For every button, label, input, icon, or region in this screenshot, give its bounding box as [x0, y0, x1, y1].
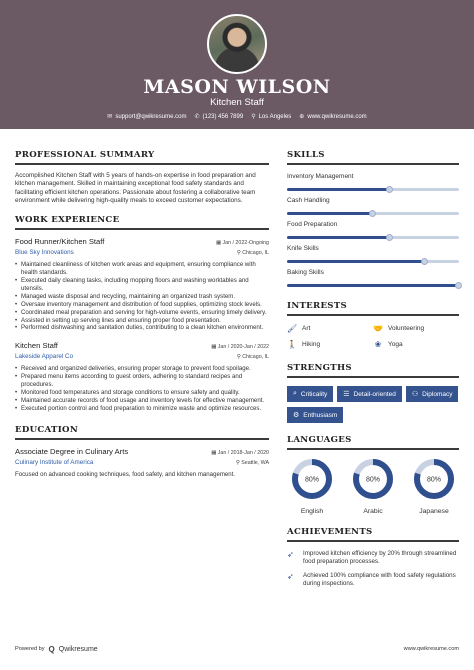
education-entry: [15, 447, 269, 479]
donut-label: 80%: [426, 476, 442, 484]
resume-header: [0, 0, 474, 129]
job-title: Kitchen Staff: [15, 341, 58, 351]
degree-title: Associate Degree in Culinary Arts: [15, 446, 129, 456]
skill-name: Cash Handling: [287, 197, 330, 204]
skill-bar-fill: [287, 284, 459, 287]
skill-bar: [287, 188, 459, 191]
skill-bar: [287, 236, 459, 239]
skills-list: [287, 173, 459, 287]
achievement-item: ➶ Achieved 100% compliance with food safety regulations during inspections.: [287, 572, 456, 587]
section-title: STRENGTHS: [287, 363, 352, 373]
skill-bar-fill: [287, 212, 373, 215]
right-column: [287, 150, 459, 594]
location-icon: ⚲: [251, 114, 256, 120]
list-item: • Monitored food temperatures and storage conditions to ensure safety and quality.: [15, 389, 269, 397]
language-name: English: [300, 508, 324, 515]
language-item: [351, 458, 395, 515]
job-location: ⚲ Chicago, IL: [236, 250, 269, 257]
job-dates: ▦ Jan / 2020-Jan / 2022: [211, 344, 269, 351]
section-divider: [287, 314, 459, 316]
skill-item: [287, 173, 459, 191]
footer: [15, 642, 459, 656]
section-title: PROFESSIONAL SUMMARY: [15, 150, 155, 160]
skill-bar-fill: [287, 260, 425, 263]
school-name: Culinary Institute of America: [15, 458, 94, 466]
list-item: • Oversaw inventory management and distribution of food supplies, optimizing stock levels.: [15, 301, 269, 309]
skill-bar: [287, 260, 459, 263]
skill-item: [287, 245, 459, 263]
section-title: ACHIEVEMENTS: [287, 527, 373, 537]
interests-list: [287, 324, 459, 349]
strength-chip: ⚇ Diplomacy: [406, 386, 459, 402]
list-item: • Managed waste disposal and recycling, maintaining an organized trash system.: [15, 293, 269, 301]
skill-item: [287, 269, 459, 287]
phone-icon: ✆: [194, 114, 200, 120]
strength-chip: ⚙ Enthusiasm: [287, 407, 343, 423]
footer-website[interactable]: www.qwikresume.com: [403, 646, 459, 652]
summary-text: Accomplished Kitchen Staff with 5 years of hands-on expertise in food preparation and kitchen management. Skilled in maintaining exceptional food safety standards and facilitating efficient kitchen operations. Passionate about fostering a collaborative team environment while delivering high-quality meals to exceed customer expectations.: [15, 172, 256, 204]
donut-label: 80%: [365, 476, 381, 484]
calendar-icon: ▦: [211, 344, 218, 351]
list-item: • Prepared menu items according to guest orders, adhering to standard recipes and procedures.: [15, 373, 269, 389]
skill-name: Inventory Management: [287, 173, 354, 180]
achievements-section: [287, 527, 459, 588]
section-divider: [287, 163, 459, 165]
job-location: ⚲ Chicago, IL: [236, 354, 269, 361]
achievements-list: [287, 550, 459, 588]
section-title: LANGUAGES: [287, 435, 352, 445]
company-name: Blue Sky Innovations: [15, 249, 74, 257]
handshake-icon: ⚇: [411, 391, 419, 398]
interest-item: 🖌 Art: [287, 324, 311, 333]
strength-chip: ⌕ Criticality: [287, 386, 333, 402]
calendar-icon: ▦: [211, 449, 218, 456]
globe-icon: ⊕: [299, 114, 305, 120]
list-item: • Maintained accurate records of food usage and inventory levels for effective management.: [15, 397, 269, 405]
skill-bar-knob: [421, 258, 428, 265]
strengths-list: [287, 386, 459, 423]
section-divider: [287, 540, 459, 542]
rocket-icon: ➶: [287, 550, 294, 559]
contact-phone[interactable]: ✆ (123) 456 7899: [194, 114, 244, 120]
strengths-section: [287, 363, 459, 423]
yoga-icon: ❀: [374, 340, 382, 349]
section-title: WORK EXPERIENCE: [15, 215, 120, 226]
skill-bar: [287, 284, 459, 287]
job-entry: [15, 237, 269, 332]
calendar-icon: ▦: [215, 240, 223, 247]
job-title: Food Runner/Kitchen Staff: [15, 237, 105, 247]
candidate-name: MASON WILSON: [143, 76, 331, 98]
section-divider: [15, 438, 269, 440]
language-donut: [352, 458, 394, 500]
language-name: Arabic: [363, 508, 383, 515]
contact-website[interactable]: ⊕ www.qwikresume.com: [299, 114, 367, 120]
section-title: INTERESTS: [287, 301, 348, 311]
handshake-icon: 🤝: [373, 324, 383, 333]
skill-item: [287, 197, 459, 215]
languages-section: [287, 435, 459, 515]
location-icon: ⚲: [236, 354, 243, 361]
interests-section: [287, 301, 459, 349]
left-column: [15, 150, 269, 479]
skill-bar: [287, 212, 459, 215]
contact-bar: [0, 113, 474, 120]
language-item: [290, 458, 334, 515]
job-bullets: [15, 365, 269, 412]
list-item: • Received and organized deliveries, ensuring proper storage to prevent food spoilage.: [15, 365, 269, 373]
language-donut: [413, 458, 455, 500]
language-item: [412, 458, 456, 515]
paint-icon: 🖌: [287, 324, 298, 333]
company-name: Lakeside Apparel Co: [15, 353, 74, 361]
section-title: SKILLS: [287, 150, 325, 160]
experience-section: [15, 215, 269, 413]
language-donut: [291, 458, 333, 500]
languages-list: [287, 458, 459, 515]
skill-bar-knob: [369, 210, 376, 217]
email-icon: ✉: [107, 114, 113, 120]
hiking-icon: 🚶: [287, 340, 297, 349]
list-item: • Assisted in setting up serving lines and ensuring proper food presentation.: [15, 317, 269, 325]
donut-label: 80%: [304, 476, 320, 484]
job-bullets: [15, 261, 269, 332]
skill-bar-knob: [386, 234, 393, 241]
profile-photo: [207, 14, 267, 74]
language-name: Japanese: [419, 508, 449, 515]
section-divider: [15, 163, 269, 165]
location-icon: ⚲: [235, 459, 242, 466]
powered-by[interactable]: Powered by Q Qwikresume: [15, 644, 98, 654]
job-dates: ▦ Jan / 2022-Ongoing: [215, 240, 269, 247]
education-location: ⚲ Seattle, WA: [235, 459, 269, 466]
achievement-item: ➶ Improved kitchen efficiency by 20% through streamlined food preparation processes.: [287, 550, 457, 565]
list-icon: ☰: [343, 391, 350, 398]
section-divider: [287, 376, 459, 378]
skill-bar-knob: [455, 282, 462, 289]
qwikresume-logo-icon: Q: [48, 644, 55, 654]
section-title: EDUCATION: [15, 424, 78, 435]
interest-item: 🚶 Hiking: [287, 340, 321, 349]
skill-name: Knife Skills: [287, 245, 319, 252]
section-divider: [15, 228, 269, 230]
skill-bar-knob: [386, 186, 393, 193]
candidate-role: Kitchen Staff: [210, 97, 264, 108]
contact-location: ⚲ Los Angeles: [251, 114, 292, 120]
job-entry: [15, 341, 269, 412]
list-item: • Coordinated meal preparation and serving for high-volume events, ensuring timely delivery.: [15, 309, 269, 317]
skill-bar-fill: [287, 236, 390, 239]
search-icon: ⌕: [293, 390, 297, 397]
skill-name: Baking Skills: [287, 269, 324, 276]
skills-section: [287, 150, 459, 287]
contact-email[interactable]: ✉ support@qwikresume.com: [107, 114, 187, 120]
section-divider: [287, 448, 459, 450]
location-icon: ⚲: [236, 250, 243, 257]
gear-icon: ⚙: [293, 412, 300, 419]
interest-item: 🤝 Volunteering: [373, 324, 425, 333]
rocket-icon: ➶: [287, 572, 294, 581]
skill-item: [287, 221, 459, 239]
list-item: • Maintained cleanliness of kitchen work areas and equipment, ensuring compliance with health standards.: [15, 261, 269, 277]
summary-section: [15, 150, 269, 205]
list-item: • Executed daily cleaning tasks, including mopping floors and washing worktables and utensils.: [15, 277, 269, 293]
skill-bar-fill: [287, 188, 390, 191]
list-item: • Performed dishwashing and sanitation duties, contributing to a clean kitchen environment.: [15, 324, 269, 332]
education-dates: ▦ Jan / 2018-Jan / 2020: [211, 449, 269, 456]
strength-chip: ☰ Detail-oriented: [337, 386, 402, 402]
skill-name: Food Preparation: [287, 221, 338, 228]
interest-item: ❀ Yoga: [374, 340, 403, 349]
education-description: Focused on advanced cooking techniques, food safety, and kitchen management.: [15, 470, 236, 478]
education-section: [15, 425, 269, 479]
list-item: • Executed portion control and food preparation to minimize waste and optimize resources.: [15, 405, 269, 413]
